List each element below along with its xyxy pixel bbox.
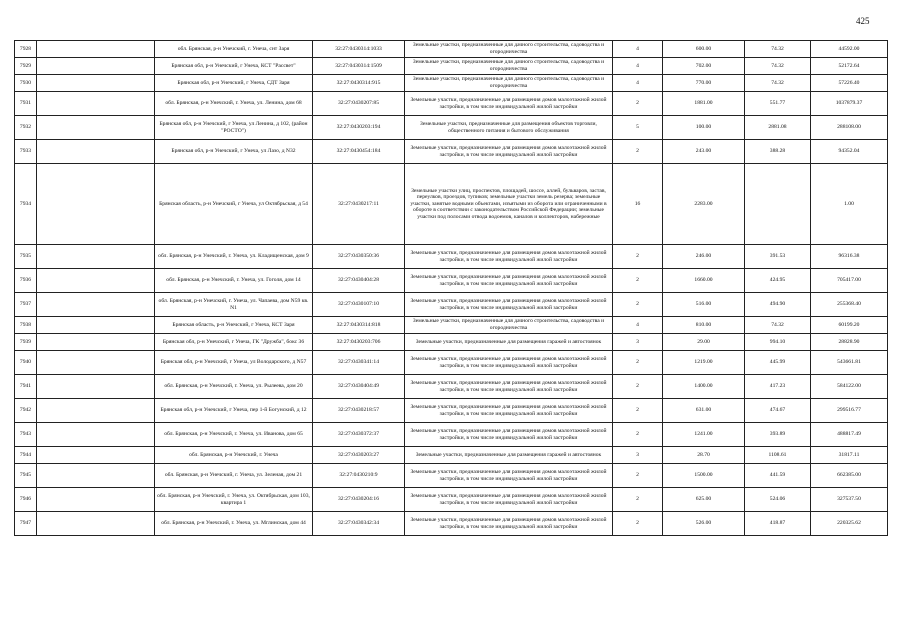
- row-cadastral-number: 32:27:0430217:11: [313, 164, 405, 245]
- row-category-count: 2: [613, 92, 663, 116]
- row-cadastral-value: 1.00: [811, 164, 888, 245]
- table-row: [15, 116, 888, 140]
- row-cadastral-number: 32:27:0430204:16: [313, 488, 405, 512]
- row-cadastral-number: 32:27:0430454:184: [313, 140, 405, 164]
- table-row: [15, 140, 888, 164]
- row-land-use: Земельные участки, предназначенные для размещения домов малоэтажной жилой застройки, в том числе индивидуальной жилой застройки: [405, 399, 613, 423]
- row-cadastral-number: 32:27:0430203:27: [313, 447, 405, 464]
- row-number: 7946: [15, 488, 37, 512]
- table-row: [15, 447, 888, 464]
- row-land-use: Земельные участки, предназначенные для размещения домов малоэтажной жилой застройки, в том числе индивидуальной жилой застройки: [405, 92, 613, 116]
- row-number: 7945: [15, 464, 37, 488]
- row-category-count: 2: [613, 512, 663, 536]
- row-category-count: 4: [613, 58, 663, 75]
- row-category-count: 2: [613, 269, 663, 293]
- row-address: обл. Брянская, р-н Унечский, г. Унеча, снт Заря: [155, 41, 313, 58]
- row-cadastral-number: 32:27:0430350:36: [313, 245, 405, 269]
- row-category-count: 4: [613, 41, 663, 58]
- row-category-count: 2: [613, 423, 663, 447]
- row-area: 29.00: [663, 334, 745, 351]
- row-address: Брянская обл, р-н Унечский, г Унеча, ГК "Дружба", бокс 36: [155, 334, 313, 351]
- row-blank-cell: [37, 245, 155, 269]
- row-cadastral-number: 32:27:0430404:28: [313, 269, 405, 293]
- row-category-count: 2: [613, 464, 663, 488]
- row-area: 28.70: [663, 447, 745, 464]
- row-blank-cell: [37, 423, 155, 447]
- row-cadastral-value: 96316.38: [811, 245, 888, 269]
- table-row: [15, 512, 888, 536]
- row-cadastral-number: 32:27:0430314:1033: [313, 41, 405, 58]
- row-unit-price: 441.59: [745, 464, 811, 488]
- row-land-use: Земельные участки, предназначенные для дачного строительства, садоводства и огородничества: [405, 41, 613, 58]
- registry-body: [15, 41, 888, 536]
- row-area: 770.00: [663, 75, 745, 92]
- row-cadastral-number: 32:27:0430314:1509: [313, 58, 405, 75]
- row-land-use: Земельные участки, предназначенные для размещения домов малоэтажной жилой застройки, в том числе индивидуальной жилой застройки: [405, 293, 613, 317]
- row-blank-cell: [37, 334, 155, 351]
- row-blank-cell: [37, 399, 155, 423]
- row-blank-cell: [37, 58, 155, 75]
- row-address: обл. Брянская, р-н Унечский, г. Унеча, ул. Мглинская, дом 44: [155, 512, 313, 536]
- row-unit-price: 551.77: [745, 92, 811, 116]
- row-category-count: 2: [613, 245, 663, 269]
- row-unit-price: 74.32: [745, 41, 811, 58]
- row-number: 7932: [15, 116, 37, 140]
- row-blank-cell: [37, 116, 155, 140]
- land-registry-table: [14, 40, 888, 536]
- row-address: обл. Брянская, р-н Унечский, г. Унеча, ул. Ленина, дом 68: [155, 92, 313, 116]
- row-address: Брянская обл, р-н Унечский, г Унеча, пер 1-й Богунский, д 12: [155, 399, 313, 423]
- table-row: [15, 245, 888, 269]
- row-cadastral-value: 543661.81: [811, 351, 888, 375]
- row-address: обл. Брянская, р-н Унечский, г. Унеча: [155, 447, 313, 464]
- row-number: 7947: [15, 512, 37, 536]
- row-blank-cell: [37, 140, 155, 164]
- row-category-count: 2: [613, 399, 663, 423]
- row-area: 243.00: [663, 140, 745, 164]
- row-number: 7936: [15, 269, 37, 293]
- row-category-count: 2: [613, 375, 663, 399]
- row-cadastral-value: 705417.00: [811, 269, 888, 293]
- row-unit-price: 74.32: [745, 75, 811, 92]
- table-row: [15, 92, 888, 116]
- row-cadastral-value: 1037879.37: [811, 92, 888, 116]
- row-cadastral-number: 32:27:0430218:57: [313, 399, 405, 423]
- row-address: Брянская область, р-н Унечский, г Унеча, ул Октябрьская, д 54: [155, 164, 313, 245]
- row-category-count: 5: [613, 116, 663, 140]
- row-number: 7937: [15, 293, 37, 317]
- row-address: Брянская обл, р-н Унечский, г Унеча, ул Ленина, д 102, (район "РОСТО"): [155, 116, 313, 140]
- row-cadastral-number: 32:27:0430207:85: [313, 92, 405, 116]
- row-address: Брянская обл, р-н Унечский, г Унеча, КСТ "Рассвет": [155, 58, 313, 75]
- row-unit-price: 388.28: [745, 140, 811, 164]
- row-area: 246.00: [663, 245, 745, 269]
- row-land-use: Земельные участки, предназначенные для размещения домов малоэтажной жилой застройки, в том числе индивидуальной жилой застройки: [405, 140, 613, 164]
- row-cadastral-value: 28828.90: [811, 334, 888, 351]
- row-blank-cell: [37, 269, 155, 293]
- row-unit-price: 393.89: [745, 423, 811, 447]
- row-cadastral-number: 32:27:0430203:706: [313, 334, 405, 351]
- row-cadastral-number: 32:27:0430372:37: [313, 423, 405, 447]
- row-cadastral-value: 44592.00: [811, 41, 888, 58]
- row-unit-price: 74.32: [745, 317, 811, 334]
- table-row: [15, 269, 888, 293]
- table-row: [15, 58, 888, 75]
- row-blank-cell: [37, 464, 155, 488]
- row-land-use: Земельные участки, предназначенные для размещения домов малоэтажной жилой застройки, в том числе индивидуальной жилой застройки: [405, 351, 613, 375]
- row-blank-cell: [37, 293, 155, 317]
- row-address: обл. Брянская, р-н Унечский, г. Унеча, ул. Кладищенская, дом 9: [155, 245, 313, 269]
- table-row: [15, 464, 888, 488]
- row-cadastral-number: 32:27:0430314:818: [313, 317, 405, 334]
- row-blank-cell: [37, 164, 155, 245]
- row-number: 7933: [15, 140, 37, 164]
- table-row: [15, 293, 888, 317]
- row-blank-cell: [37, 488, 155, 512]
- row-category-count: 2: [613, 293, 663, 317]
- row-area: 1660.00: [663, 269, 745, 293]
- row-area: 516.00: [663, 293, 745, 317]
- row-blank-cell: [37, 75, 155, 92]
- row-cadastral-value: 52172.64: [811, 58, 888, 75]
- row-number: 7928: [15, 41, 37, 58]
- table-row: [15, 164, 888, 245]
- table-row: [15, 351, 888, 375]
- row-cadastral-number: 32:27:0430107:10: [313, 293, 405, 317]
- row-blank-cell: [37, 512, 155, 536]
- table-row: [15, 488, 888, 512]
- row-area: 1881.00: [663, 92, 745, 116]
- row-category-count: 2: [613, 488, 663, 512]
- row-area: 1241.00: [663, 423, 745, 447]
- row-cadastral-value: 299516.77: [811, 399, 888, 423]
- row-unit-price: 2881.08: [745, 116, 811, 140]
- row-cadastral-value: 584122.00: [811, 375, 888, 399]
- row-area: 810.00: [663, 317, 745, 334]
- row-number: 7944: [15, 447, 37, 464]
- row-number: 7943: [15, 423, 37, 447]
- row-cadastral-number: 32:27:0430404:49: [313, 375, 405, 399]
- table-row: [15, 399, 888, 423]
- row-number: 7929: [15, 58, 37, 75]
- row-land-use: Земельные участки, предназначенные для размещения домов малоэтажной жилой застройки, в том числе индивидуальной жилой застройки: [405, 269, 613, 293]
- row-cadastral-value: 662385.00: [811, 464, 888, 488]
- row-cadastral-value: 60199.20: [811, 317, 888, 334]
- row-area: 1500.00: [663, 464, 745, 488]
- row-number: 7938: [15, 317, 37, 334]
- row-land-use: Земельные участки, предназначенные для размещения гаражей и автостоянок: [405, 447, 613, 464]
- row-unit-price: 417.23: [745, 375, 811, 399]
- row-blank-cell: [37, 317, 155, 334]
- row-blank-cell: [37, 375, 155, 399]
- row-number: 7941: [15, 375, 37, 399]
- row-address: обл. Брянская, р-н Унечский, г. Унеча, ул. Чапаева, дом N59 кв. N1: [155, 293, 313, 317]
- row-area: 1219.00: [663, 351, 745, 375]
- table-row: [15, 317, 888, 334]
- row-number: 7930: [15, 75, 37, 92]
- row-category-count: 3: [613, 447, 663, 464]
- row-land-use: Земельные участки, предназначенные для размещения домов малоэтажной жилой застройки, в том числе индивидуальной жилой застройки: [405, 375, 613, 399]
- row-number: 7942: [15, 399, 37, 423]
- table-row: [15, 75, 888, 92]
- row-cadastral-value: 220325.62: [811, 512, 888, 536]
- row-category-count: 16: [613, 164, 663, 245]
- row-address: обл. Брянская, р-н Унечский, г. Унеча, ул. Октябрьская, дом 103, квартира 1: [155, 488, 313, 512]
- row-number: 7934: [15, 164, 37, 245]
- row-number: 7935: [15, 245, 37, 269]
- row-land-use: Земельные участки улиц, проспектов, площадей, шоссе, аллей, бульваров, застав, переулков, проездов, тупиков; земельные участки земель резерва; земельные участки, занятые водными объектами, изъятыми из оборота или ограниченными в обороте в соответствии с законодательством Российской Федерации; земельные участки под полосами отвода водоемов, каналов и коллекторов, набережные: [405, 164, 613, 245]
- row-land-use: Земельные участки, предназначенные для дачного строительства, садоводства и огородничества: [405, 317, 613, 334]
- row-cadastral-value: 488817.49: [811, 423, 888, 447]
- row-land-use: Земельные участки, предназначенные для размещения объектов торговли, общественного питания и бытового обслуживания: [405, 116, 613, 140]
- row-address: Брянская обл, р-н Унечский, г Унеча, ул Володарского, д N57: [155, 351, 313, 375]
- row-area: 631.00: [663, 399, 745, 423]
- row-address: обл. Брянская, р-н Унечский, г. Унеча, ул. Рылеева, дом 20: [155, 375, 313, 399]
- row-blank-cell: [37, 351, 155, 375]
- row-category-count: 2: [613, 140, 663, 164]
- row-blank-cell: [37, 447, 155, 464]
- row-unit-price: 1108.61: [745, 447, 811, 464]
- row-number: 7931: [15, 92, 37, 116]
- row-cadastral-value: 31817.11: [811, 447, 888, 464]
- row-cadastral-number: 32:27:0430210:9: [313, 464, 405, 488]
- row-cadastral-number: 32:27:0430341:14: [313, 351, 405, 375]
- row-cadastral-value: 255368.40: [811, 293, 888, 317]
- row-number: 7939: [15, 334, 37, 351]
- row-cadastral-value: 57226.40: [811, 75, 888, 92]
- row-unit-price: 524.06: [745, 488, 811, 512]
- row-unit-price: 474.67: [745, 399, 811, 423]
- row-area: 625.00: [663, 488, 745, 512]
- row-category-count: 4: [613, 75, 663, 92]
- row-land-use: Земельные участки, предназначенные для размещения гаражей и автостоянок: [405, 334, 613, 351]
- row-area: 100.00: [663, 116, 745, 140]
- table-row: [15, 423, 888, 447]
- row-unit-price: 418.87: [745, 512, 811, 536]
- row-cadastral-number: 32:27:0430314:915: [313, 75, 405, 92]
- row-land-use: Земельные участки, предназначенные для размещения домов малоэтажной жилой застройки, в том числе индивидуальной жилой застройки: [405, 512, 613, 536]
- row-cadastral-value: 94352.04: [811, 140, 888, 164]
- row-blank-cell: [37, 92, 155, 116]
- row-number: 7940: [15, 351, 37, 375]
- table-row: [15, 41, 888, 58]
- row-cadastral-value: 327537.50: [811, 488, 888, 512]
- row-cadastral-value: 288108.00: [811, 116, 888, 140]
- row-address: Брянская обл, р-н Унечский, г Унеча, ул Лазо, д N32: [155, 140, 313, 164]
- row-area: 600.00: [663, 41, 745, 58]
- row-area: 2283.00: [663, 164, 745, 245]
- row-land-use: Земельные участки, предназначенные для размещения домов малоэтажной жилой застройки, в том числе индивидуальной жилой застройки: [405, 245, 613, 269]
- row-land-use: Земельные участки, предназначенные для размещения домов малоэтажной жилой застройки, в том числе индивидуальной жилой застройки: [405, 488, 613, 512]
- table-row: [15, 375, 888, 399]
- row-unit-price: 424.95: [745, 269, 811, 293]
- row-land-use: Земельные участки, предназначенные для размещения домов малоэтажной жилой застройки, в том числе индивидуальной жилой застройки: [405, 423, 613, 447]
- row-area: 702.00: [663, 58, 745, 75]
- row-category-count: 4: [613, 317, 663, 334]
- row-blank-cell: [37, 41, 155, 58]
- row-category-count: 2: [613, 351, 663, 375]
- row-unit-price: 494.90: [745, 293, 811, 317]
- page-number: 425: [856, 16, 870, 26]
- row-cadastral-number: 32:27:0430342:34: [313, 512, 405, 536]
- row-unit-price: 74.32: [745, 58, 811, 75]
- row-area: 1400.00: [663, 375, 745, 399]
- row-cadastral-number: 32:27:0430203:194: [313, 116, 405, 140]
- row-unit-price: 994.10: [745, 334, 811, 351]
- row-land-use: Земельные участки, предназначенные для размещения домов малоэтажной жилой застройки, в том числе индивидуальной жилой застройки: [405, 464, 613, 488]
- row-address: обл. Брянская, р-н Унечский, г. Унеча, ул. Зеленая, дом 21: [155, 464, 313, 488]
- row-land-use: Земельные участки, предназначенные для дачного строительства, садоводства и огородничества: [405, 58, 613, 75]
- row-unit-price: [745, 164, 811, 245]
- row-address: Брянская обл, р-н Унечский, г Унеча, СДТ Заря: [155, 75, 313, 92]
- row-address: обл. Брянская, р-н Унечский, г. Унеча, ул. Гоголя, дом 14: [155, 269, 313, 293]
- row-unit-price: 445.99: [745, 351, 811, 375]
- row-address: обл. Брянская, р-н Унечский, г. Унеча, ул. Иванова, дом 65: [155, 423, 313, 447]
- row-address: Брянская область, р-н Унечский, г Унеча, КСТ Заря: [155, 317, 313, 334]
- row-area: 526.00: [663, 512, 745, 536]
- row-unit-price: 391.53: [745, 245, 811, 269]
- row-category-count: 3: [613, 334, 663, 351]
- table-row: [15, 334, 888, 351]
- row-land-use: Земельные участки, предназначенные для дачного строительства, садоводства и огородничества: [405, 75, 613, 92]
